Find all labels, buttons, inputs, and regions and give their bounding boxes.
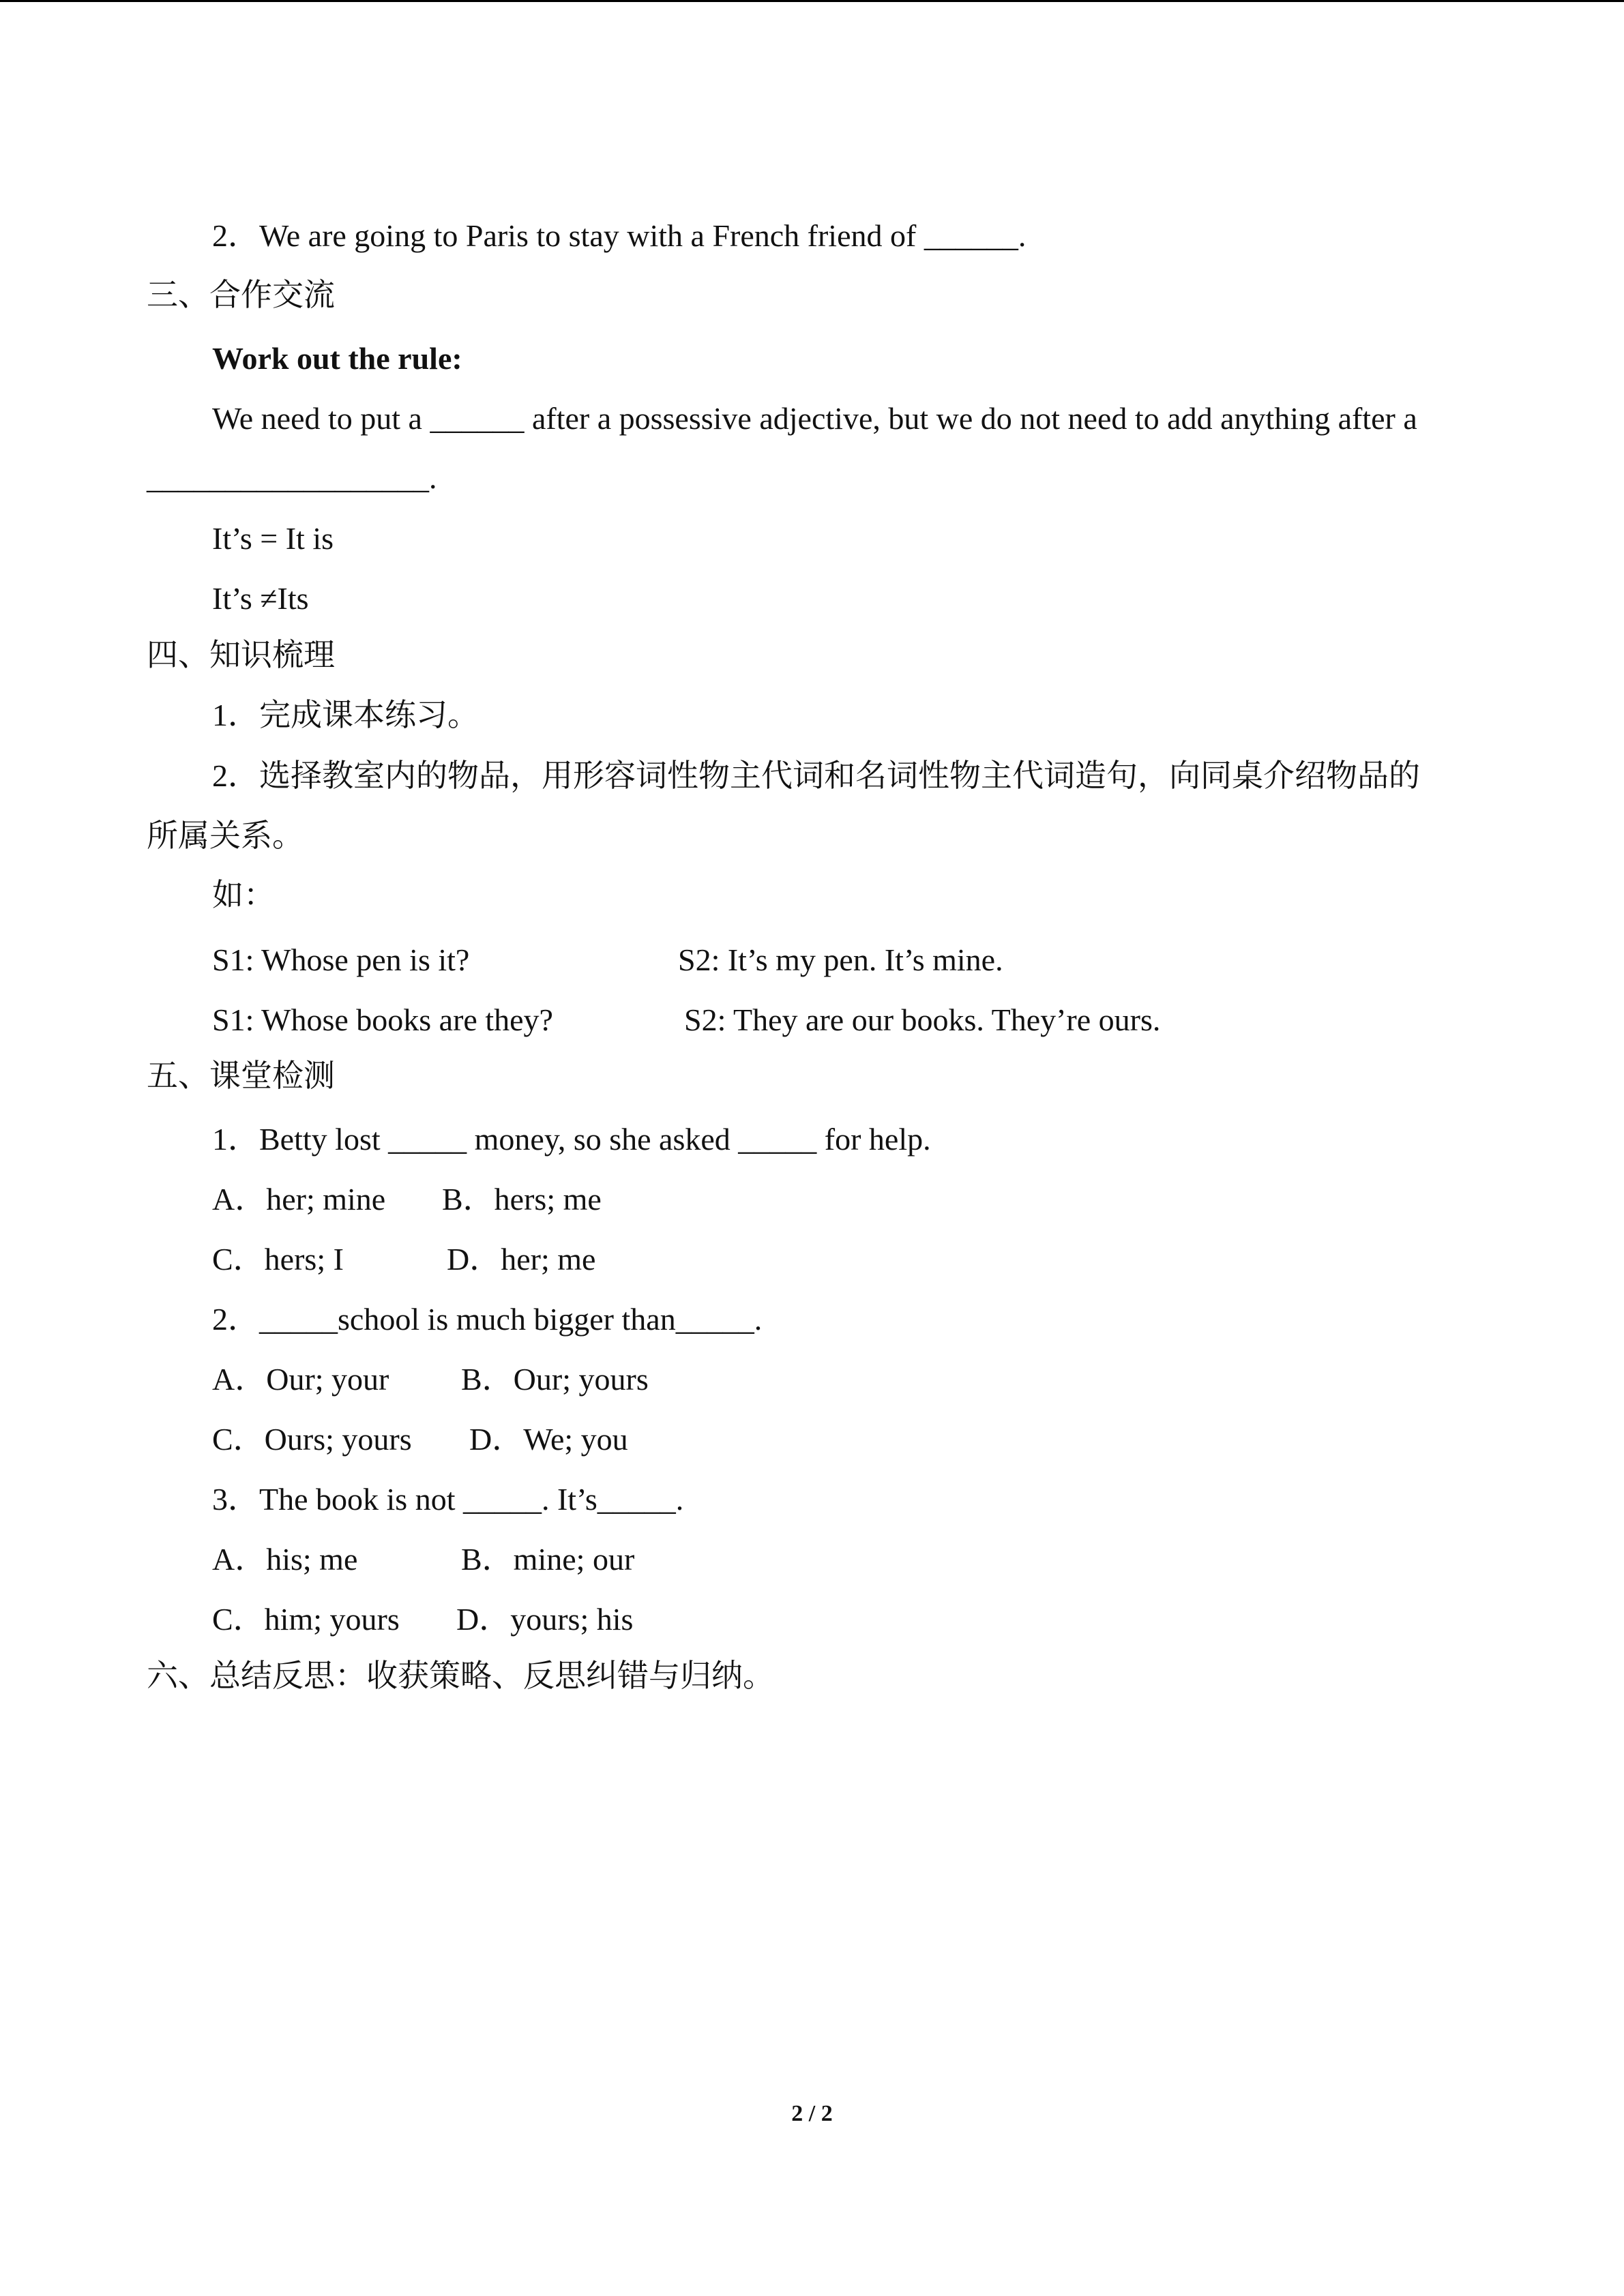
quiz-2-option-b: B．Our; yours: [461, 1362, 649, 1397]
quiz-2-option-d: D．We; you: [469, 1422, 628, 1457]
section-heading-5: 五、课堂检测: [147, 1058, 335, 1093]
quiz-question-3: 3．The book is not _____. It’s_____.: [212, 1482, 684, 1517]
task-item-1: 1．完成课本练习。: [212, 698, 479, 732]
task-item-2-line-1: 2．选择教室内的物品，用形容词性物主代词和名词性物主代词造句，向同桌介绍物品的: [212, 758, 1420, 793]
quiz-1-option-c: C．hers; I: [212, 1242, 344, 1277]
section-heading-6: 六、总结反思：收获策略、反思纠错与归纳。: [147, 1658, 774, 1693]
its-not-equal-line: It’s ≠Its: [212, 581, 309, 616]
quiz-3-option-d: D．yours; his: [456, 1602, 634, 1637]
quiz-1-option-a: A．her; mine: [212, 1182, 386, 1217]
section-heading-3: 三、合作交流: [147, 278, 335, 312]
quiz-2-option-a: A．Our; your: [212, 1362, 389, 1397]
dialogue-s2-pen: S2: It’s my pen. It’s mine.: [678, 942, 1003, 977]
page-number: 2 / 2: [791, 2101, 833, 2126]
task-item-2-line-2: 所属关系。: [147, 818, 304, 853]
quiz-3-option-b: B．mine; our: [461, 1542, 635, 1577]
quiz-question-1: 1．Betty lost _____ money, so she asked _____ for help.: [212, 1122, 931, 1157]
rule-text-line-1: We need to put a ______ after a possessive adjective, but we do not need to add anything after a: [212, 401, 1417, 436]
dialogue-s1-pen: S1: Whose pen is it?: [212, 942, 470, 977]
quiz-1-option-b: B．hers; me: [442, 1182, 602, 1217]
quiz-1-option-d: D．her; me: [447, 1242, 596, 1277]
quiz-question-2: 2．_____school is much bigger than_____.: [212, 1302, 763, 1337]
section-heading-4: 四、知识梳理: [147, 638, 335, 672]
exercise-item-2: 2．We are going to Paris to stay with a French friend of ______.: [212, 218, 1027, 253]
rule-title: Work out the rule:: [212, 341, 462, 376]
quiz-2-option-c: C．Ours; yours: [212, 1422, 412, 1457]
example-label: 如：: [212, 878, 275, 912]
dialogue-s1-books: S1: Whose books are they?: [212, 1002, 553, 1037]
rule-text-line-2: __________________.: [147, 460, 437, 495]
dialogue-s2-books: S2: They are our books. They’re ours.: [684, 1002, 1161, 1037]
quiz-3-option-a: A．his; me: [212, 1542, 358, 1577]
quiz-3-option-c: C．him; yours: [212, 1602, 400, 1637]
its-equals-line: It’s = It is: [212, 521, 334, 556]
